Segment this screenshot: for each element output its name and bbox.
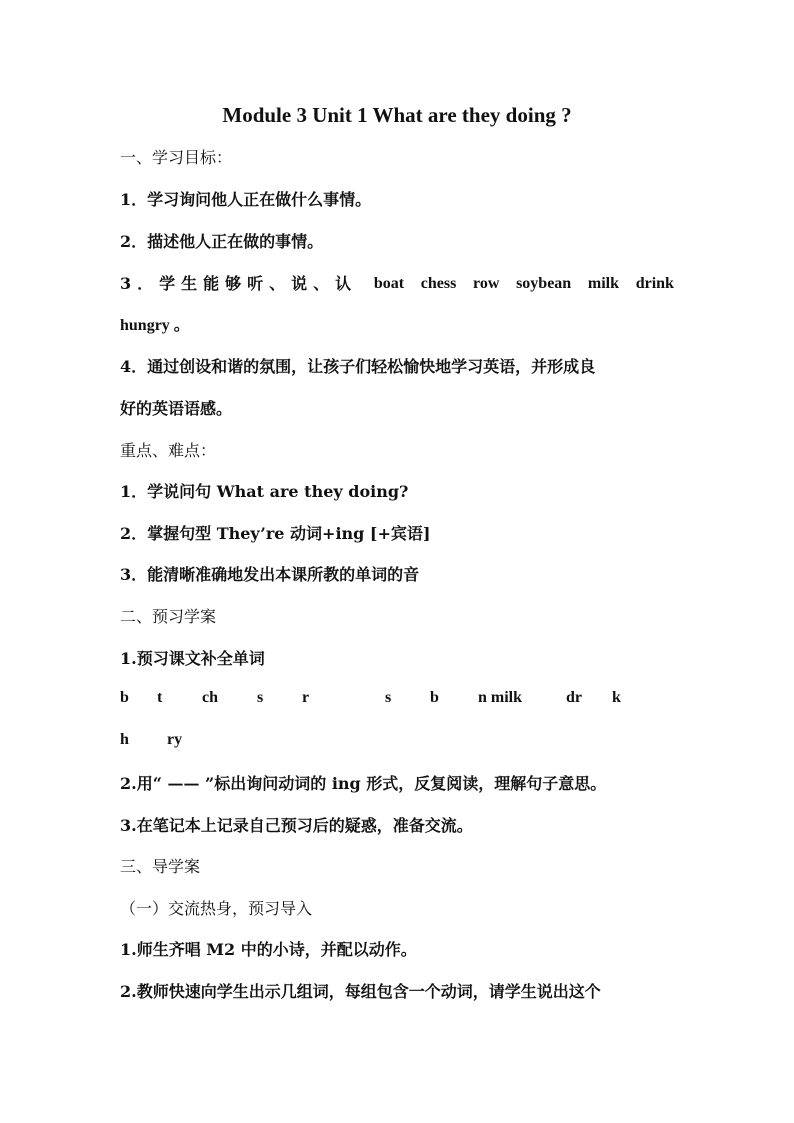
preview-item-3: 3.在笔记本上记录自己预习后的疑惑，准备交流。 (120, 816, 473, 835)
section-heading-goals: 一、学习目标： (120, 148, 233, 167)
vocab-word: drink (635, 275, 674, 292)
word-fragment: s (385, 689, 392, 706)
word-fragment: ch (202, 689, 218, 706)
word-fragment: t (157, 689, 163, 706)
vocab-word: chess (420, 275, 457, 292)
vocab-word: row (473, 275, 500, 292)
goal-item-4-line1: 4．通过创设和谐的氛围，让孩子们轻松愉快地学习英语，并形成良 (120, 357, 596, 376)
goal-item-3-prefix: 3．学生能够听、说、认 (120, 274, 358, 293)
word-fragment: b (430, 689, 439, 706)
keypoint-item-1: 1．学说问句 What are they doing? (120, 482, 409, 501)
fill-blank-row-2 (120, 731, 320, 753)
word-fragment: ry (167, 731, 183, 748)
goal-item-3-continued: hungry 。 (120, 317, 190, 334)
guide-item-2: 2.教师快速向学生出示几组词，每组包含一个动词，请学生说出这个 (120, 982, 601, 1001)
word-fragment: s (257, 689, 264, 706)
word-fragment: b (120, 689, 129, 706)
keypoint-item-3: 3．能清晰准确地发出本课所教的单词的音 (120, 565, 420, 584)
word-fragment: r (302, 689, 310, 706)
fill-blank-row-1 (120, 689, 680, 711)
keypoint-item-2: 2．掌握句型 They’re 动词+ing [+宾语] (120, 524, 431, 543)
vocab-word: soybean (516, 275, 572, 292)
goal-item-4-line2: 好的英语语感。 (120, 399, 233, 418)
guide-subheading-1: （一）交流热身，预习导入 (120, 899, 313, 918)
goal-item-3 (120, 273, 674, 295)
vocab-word: milk (587, 275, 619, 292)
word-fragment: n milk (478, 689, 523, 706)
preview-item-1: 1.预习课文补全单词 (120, 649, 265, 668)
guide-item-1: 1.师生齐唱 M2 中的小诗，并配以动作。 (120, 940, 417, 959)
word-fragment: k (612, 689, 621, 706)
section-heading-guide: 三、导学案 (120, 857, 201, 876)
vocab-word: boat (373, 275, 405, 292)
goal-item-1: 1．学习询问他人正在做什么事情。 (120, 190, 372, 209)
word-fragment: dr (566, 689, 582, 706)
preview-item-2: 2.用“ —— ”标出询问动词的 ing 形式，反复阅读，理解句子意思。 (120, 774, 607, 793)
word-fragment: h (120, 731, 129, 748)
goal-item-2: 2．描述他人正在做的事情。 (120, 232, 324, 251)
page-title: Module 3 Unit 1 What are they doing ? (222, 103, 572, 127)
section-heading-preview: 二、预习学案 (120, 607, 217, 626)
section-heading-keypoints: 重点、难点： (120, 441, 217, 460)
